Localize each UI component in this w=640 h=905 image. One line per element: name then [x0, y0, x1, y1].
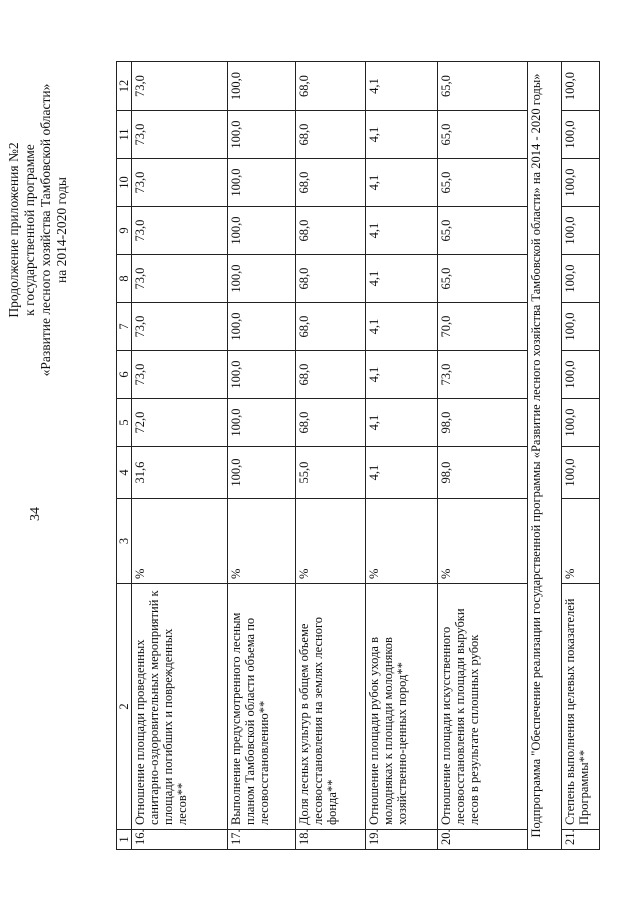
column-header: 1	[117, 830, 132, 850]
column-header: 6	[117, 351, 132, 399]
value-cell: 65,0	[438, 159, 528, 207]
value-cell: 100,0	[562, 447, 600, 499]
value-cell: 98,0	[438, 447, 528, 499]
column-number-row	[117, 62, 132, 850]
value-cell: 65,0	[438, 62, 528, 111]
value-cell: 4,1	[366, 351, 438, 399]
value-cell: 73,0	[132, 159, 228, 207]
value-cell: 4,1	[366, 207, 438, 255]
indicator-name: Отношение площади проведенных санитарно-оздоровительных мероприятий к площади погибших и поврежденных лесов**	[132, 584, 228, 830]
value-cell: 100,0	[562, 207, 600, 255]
unit-cell: %	[228, 499, 296, 584]
value-cell: 100,0	[228, 447, 296, 499]
value-cell: 68,0	[296, 399, 366, 447]
header-line-3: «Развитие лесного хозяйства Тамбовской области»	[38, 83, 53, 377]
value-cell: 68,0	[296, 159, 366, 207]
table-row	[228, 62, 296, 850]
value-cell: 68,0	[296, 62, 366, 111]
value-cell: 100,0	[228, 399, 296, 447]
value-cell: 100,0	[228, 255, 296, 303]
value-cell: 68,0	[296, 111, 366, 159]
appendix-header	[6, 75, 70, 385]
header-line-4: на 2014-2020 годы	[54, 177, 69, 283]
unit-cell: %	[562, 499, 600, 584]
column-header: 8	[117, 255, 132, 303]
value-cell: 73,0	[132, 255, 228, 303]
value-cell: 4,1	[366, 111, 438, 159]
row-number: 18.	[296, 830, 366, 850]
row-number: 20.	[438, 830, 528, 850]
row-number: 17.	[228, 830, 296, 850]
value-cell: 100,0	[228, 207, 296, 255]
indicators-table	[116, 61, 600, 850]
value-cell: 73,0	[438, 351, 528, 399]
value-cell: 72,0	[132, 399, 228, 447]
value-cell: 70,0	[438, 303, 528, 351]
value-cell: 98,0	[438, 399, 528, 447]
row-number: 16.	[132, 830, 228, 850]
unit-cell: %	[438, 499, 528, 584]
value-cell: 68,0	[296, 255, 366, 303]
value-cell: 100,0	[562, 399, 600, 447]
value-cell: 73,0	[132, 207, 228, 255]
table-row	[562, 62, 600, 850]
header-line-2: к государственной программе	[22, 144, 37, 316]
value-cell: 31,6	[132, 447, 228, 499]
value-cell: 100,0	[562, 111, 600, 159]
value-cell: 100,0	[562, 159, 600, 207]
indicator-name: Степень выполнения целевых показателей Программы**	[562, 584, 600, 830]
value-cell: 4,1	[366, 399, 438, 447]
indicator-name: Отношение площади искусственного лесовосстановления к площади вырубки лесов в результате сплошных рубок	[438, 584, 528, 830]
value-cell: 73,0	[132, 351, 228, 399]
unit-cell: %	[366, 499, 438, 584]
column-header: 4	[117, 447, 132, 499]
value-cell: 73,0	[132, 111, 228, 159]
value-cell: 68,0	[296, 303, 366, 351]
indicator-name: Отношение площади рубок ухода в молодняках к площади молодняков хозяйственно-ценных пород**	[366, 584, 438, 830]
column-header: 3	[117, 499, 132, 584]
page-number: 34	[28, 507, 43, 521]
indicator-name: Доля лесных культур в общем объеме лесовосстановления на землях лесного фонда**	[296, 584, 366, 830]
value-cell: 73,0	[132, 303, 228, 351]
table-row	[296, 62, 366, 850]
value-cell: 100,0	[228, 351, 296, 399]
column-header: 11	[117, 111, 132, 159]
value-cell: 100,0	[228, 111, 296, 159]
value-cell: 68,0	[296, 207, 366, 255]
row-number: 21.	[562, 830, 600, 850]
value-cell: 65,0	[438, 111, 528, 159]
unit-cell: %	[132, 499, 228, 584]
header-line-1: Продолжение приложения №2	[6, 142, 21, 318]
value-cell: 4,1	[366, 447, 438, 499]
column-header: 12	[117, 62, 132, 111]
column-header: 7	[117, 303, 132, 351]
table-row	[132, 62, 228, 850]
subprogram-title: Подпрограмма "Обеспечение реализации государственной программы «Развитие лесного хозяйства Тамбовской области» на 2014 - 2020 годы»	[528, 62, 562, 850]
value-cell: 4,1	[366, 255, 438, 303]
value-cell: 4,1	[366, 303, 438, 351]
column-header: 2	[117, 584, 132, 830]
value-cell: 65,0	[438, 255, 528, 303]
value-cell: 100,0	[228, 159, 296, 207]
indicator-name: Выполнение предусмотренного лесным планом Тамбовской области объема по лесовосстановлению**	[228, 584, 296, 830]
value-cell: 100,0	[228, 62, 296, 111]
subprogram-row	[528, 62, 562, 850]
value-cell: 100,0	[562, 62, 600, 111]
value-cell: 68,0	[296, 351, 366, 399]
value-cell: 100,0	[562, 303, 600, 351]
value-cell: 4,1	[366, 159, 438, 207]
value-cell: 73,0	[132, 62, 228, 111]
column-header: 5	[117, 399, 132, 447]
value-cell: 100,0	[228, 303, 296, 351]
column-header: 9	[117, 207, 132, 255]
column-header: 10	[117, 159, 132, 207]
table-row	[438, 62, 528, 850]
unit-cell: %	[296, 499, 366, 584]
value-cell: 100,0	[562, 351, 600, 399]
value-cell: 4,1	[366, 62, 438, 111]
value-cell: 55,0	[296, 447, 366, 499]
value-cell: 100,0	[562, 255, 600, 303]
table-row	[366, 62, 438, 850]
value-cell: 65,0	[438, 207, 528, 255]
row-number: 19.	[366, 830, 438, 850]
